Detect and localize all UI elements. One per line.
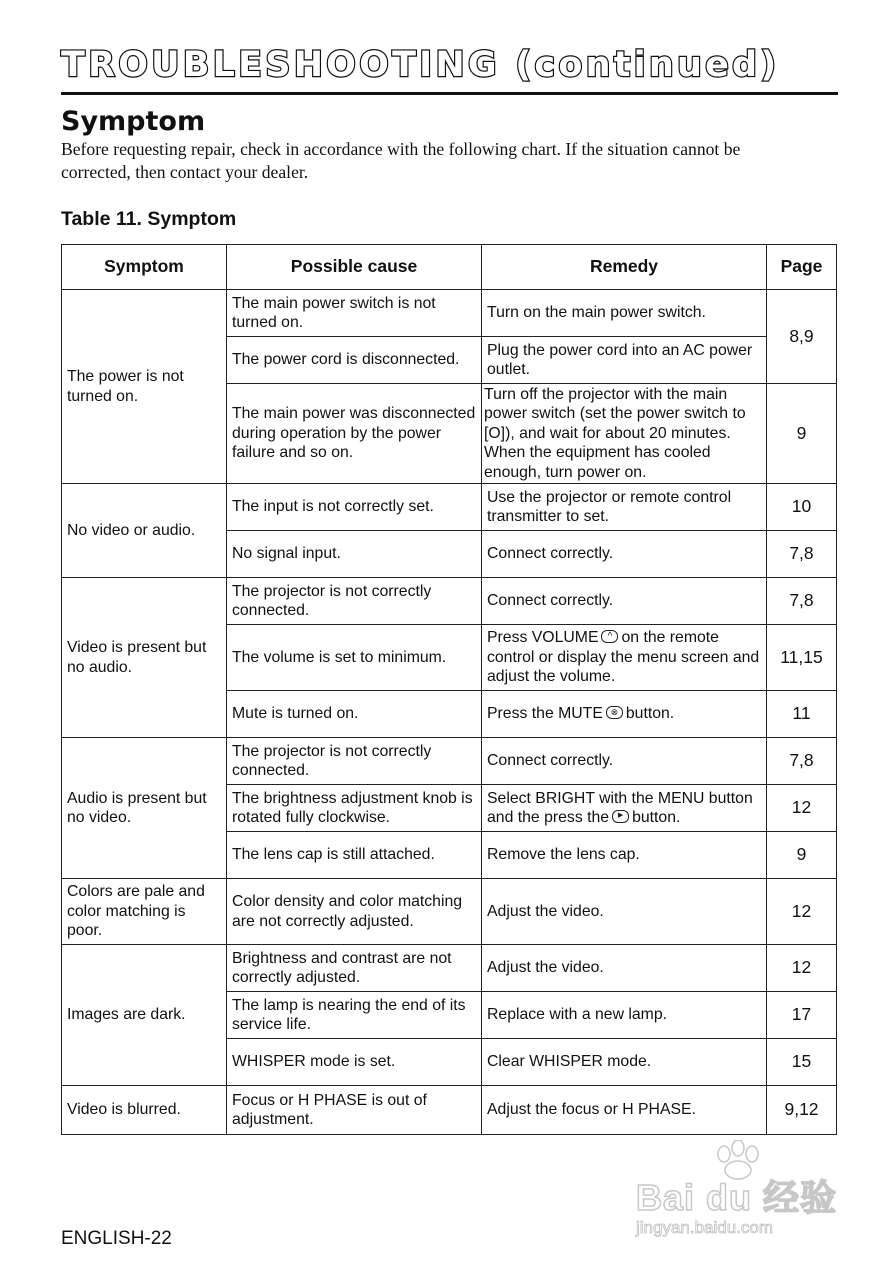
cause-cell: WHISPER mode is set.	[227, 1039, 482, 1086]
cause-cell: The main power switch is not turned on.	[227, 290, 482, 337]
remedy-cell: Replace with a new lamp.	[482, 992, 767, 1039]
remedy-text: Press the MUTE	[487, 705, 603, 723]
cause-cell: The lens cap is still attached.	[227, 832, 482, 879]
table-row	[62, 290, 837, 337]
table-row	[62, 945, 837, 992]
remedy-cell: Connect correctly.	[482, 578, 767, 625]
page-cell: 7,8	[767, 531, 837, 578]
remedy-text: button.	[625, 705, 675, 723]
symptom-cell: No video or audio.	[62, 484, 227, 578]
page-cell: 7,8	[767, 738, 837, 785]
cause-cell: The projector is not correctly connected.	[227, 578, 482, 625]
column-header-page: Page	[767, 245, 837, 290]
remedy-cell	[482, 691, 767, 738]
symptom-cell: The power is not turned on.	[62, 290, 227, 484]
cause-cell: The lamp is nearing the end of its service life.	[227, 992, 482, 1039]
cause-cell: The projector is not correctly connected.	[227, 738, 482, 785]
remedy-cell: Connect correctly.	[482, 531, 767, 578]
remedy-cell: Remove the lens cap.	[482, 832, 767, 879]
intro-line: corrected, then contact your dealer.	[61, 162, 309, 182]
cause-cell: Focus or H PHASE is out of adjustment.	[227, 1086, 482, 1135]
watermark-url: jingyan.baidu.com	[636, 1218, 774, 1237]
cause-cell: The volume is set to minimum.	[227, 625, 482, 691]
baidu-watermark	[636, 1140, 846, 1250]
page-cell: 10	[767, 484, 837, 531]
page-cell: 12	[767, 879, 837, 945]
page-cell: 11	[767, 691, 837, 738]
table-row	[62, 578, 837, 625]
page-cell: 12	[767, 785, 837, 832]
page-cell: 9,12	[767, 1086, 837, 1135]
cause-cell: The power cord is disconnected.	[227, 337, 482, 384]
column-header-symptom: Symptom	[62, 245, 227, 290]
remedy-cell: Plug the power cord into an AC power outlet.	[482, 337, 767, 384]
symptom-cell: Audio is present but no video.	[62, 738, 227, 879]
page-number-label: ENGLISH-22	[61, 1228, 172, 1249]
table-row	[62, 879, 837, 945]
remedy-cell: Use the projector or remote control transmitter to set.	[482, 484, 767, 531]
page-cell: 7,8	[767, 578, 837, 625]
cause-cell: Brightness and contrast are not correctly adjusted.	[227, 945, 482, 992]
mute-button-icon	[606, 706, 623, 719]
table-row	[62, 1086, 837, 1135]
section-heading: Symptom	[61, 106, 206, 137]
intro-line: Before requesting repair, check in accordance with the following chart. If the situation cannot be	[61, 139, 741, 159]
remedy-cell: Connect correctly.	[482, 738, 767, 785]
remedy-text: Press VOLUME	[487, 629, 599, 647]
enter-button-icon	[612, 810, 629, 823]
cause-cell: The brightness adjustment knob is rotated fully clockwise.	[227, 785, 482, 832]
column-header-remedy: Remedy	[482, 245, 767, 290]
cause-cell: The input is not correctly set.	[227, 484, 482, 531]
remedy-text: button.	[632, 809, 681, 826]
remedy-cell: Turn on the main power switch.	[482, 290, 767, 337]
remedy-cell	[482, 625, 767, 691]
remedy-text: Select BRIGHT with the MENU button and the press the	[487, 789, 753, 826]
table-header-row	[62, 245, 837, 290]
remedy-cell: Adjust the focus or H PHASE.	[482, 1086, 767, 1135]
table-caption: Table 11. Symptom	[61, 208, 237, 230]
page-cell: 17	[767, 992, 837, 1039]
title-rule	[61, 92, 838, 95]
page-cell: 12	[767, 945, 837, 992]
remedy-cell: Adjust the video.	[482, 879, 767, 945]
remedy-cell: Turn off the projector with the main power switch (set the power switch to [O]), and wait for about 20 minutes. When the equipment has cooled enough, turn power on.	[482, 384, 767, 484]
symptom-cell: Video is present but no audio.	[62, 578, 227, 738]
symptom-cell: Video is blurred.	[62, 1086, 227, 1135]
page-cell: 15	[767, 1039, 837, 1086]
page-cell: 8,9	[767, 290, 837, 384]
remedy-cell: Adjust the video.	[482, 945, 767, 992]
remedy-text: on the remote control or display the menu screen and adjust the volume.	[487, 629, 760, 686]
remedy-cell: Clear WHISPER mode.	[482, 1039, 767, 1086]
symptom-cell: Colors are pale and color matching is poor.	[62, 879, 227, 945]
page-title: TROUBLESHOOTING (continued)	[61, 45, 780, 85]
cause-cell: No signal input.	[227, 531, 482, 578]
page-cell: 9	[767, 384, 837, 484]
symptom-cell: Images are dark.	[62, 945, 227, 1086]
intro-paragraph	[61, 138, 831, 184]
remedy-cell	[482, 785, 767, 832]
cause-cell: Color density and color matching are not correctly adjusted.	[227, 879, 482, 945]
cause-cell: The main power was disconnected during operation by the power failure and so on.	[227, 384, 482, 484]
cause-cell: Mute is turned on.	[227, 691, 482, 738]
watermark-brand: Bai du 经验	[636, 1177, 838, 1218]
column-header-cause: Possible cause	[227, 245, 482, 290]
table-row	[62, 484, 837, 531]
symptom-table	[61, 244, 837, 1135]
page-cell: 11,15	[767, 625, 837, 691]
page-cell: 9	[767, 832, 837, 879]
volume-up-button-icon	[601, 630, 618, 643]
table-row	[62, 738, 837, 785]
